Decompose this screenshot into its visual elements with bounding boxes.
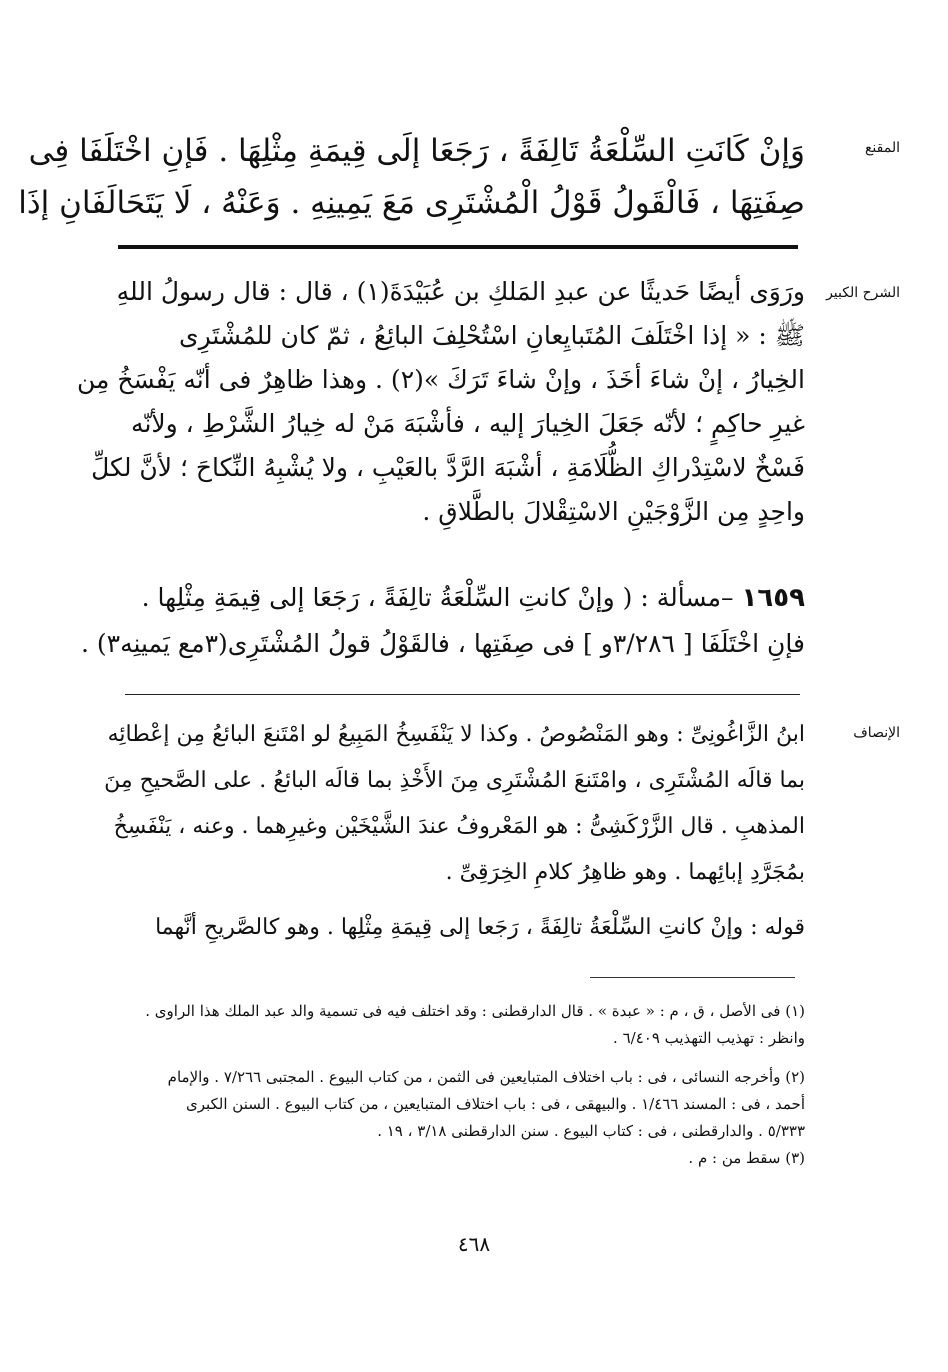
masala-line: فإنِ اخْتَلَفَا [ ٣/٢٨٦و ] فى صِفَتِها ، فالقَوْلُ قولُ المُشْتَرِى(٣مع يَمينِه٣) . [80,629,805,658]
masala-line: –مسألة : ( وإنْ كانتِ السِّلْعَةُ تالِفَةً ، رَجَعَا إلى قِيمَةِ مِثْلِها . [141,583,734,612]
footnote-line: (١) فى الأصل ، ق ، م : « عبدة » . قال الدارقطنى : وقد اختلف فيه فى تسمية والد عبد الملك هذا الراوى . [145,1002,805,1020]
footnote-line: وانظر : تهذيب التهذيب ٦/٤٠٩ . [613,1029,805,1047]
section-label-insaf: الإنصاف [853,725,900,741]
muqni-line: وَإنْ كَانَتِ السِّلْعَةُ تَالِفَةً ، رَجَعَا إلَى قِيمَةِ مِثْلِهَا . فَإنِ اخْتَلَفَا فِى [28,133,805,169]
sharh-line: غيرِ حاكِمٍ ؛ لأنّه جَعَلَ الخِيارَ إليه ، فأشْبَهَ مَنْ له خِيارُ الشَّرْطِ ، ولأنّه [131,409,805,438]
section-label-sharh: الشرح الكبير [826,285,900,301]
insaf-text [104,712,805,896]
footnote-line: (٢) وأخرجه النسائى ، فى : باب اختلاف المتبايعين فى الثمن ، من كتاب البيوع . المجتبى ٧/٢٦٦ . والإمام [167,1068,805,1086]
insaf-line: ابنُ الزَّاغُونِىِّ : وهو المَنْصُوصُ . وكذا لا يَنْفَسِخُ المَبِيعُ لو امْتَنعَ البائعُ مِن إعْطائِه [107,722,805,747]
sharh-line: واحِدٍ مِن الزَّوْجَيْنِ الاسْتِقْلالَ بالطَّلاقِ . [422,497,805,526]
muqni-text [18,125,805,229]
masala-number: ١٦٥٩ [741,583,805,613]
footnote-line: (٣) سقط من : م . [688,1149,805,1167]
footnotes [115,998,805,1172]
section-divider-thin [125,694,800,695]
footnote-line: أحمد ، فى : المسند ١/٤٦٦ . والبيهقى ، فى : باب اختلاف المتبايعين ، من كتاب البيوع . السنن الكبرى [185,1095,805,1113]
masala-block [80,575,805,667]
sharh-line: ﷺ : « إذا اخْتَلَفَ المُتَبايِعانِ اسْتُحْلِفَ البائِعُ ، ثمّ كان للمُشْتَرِى [179,321,805,350]
insaf-qawluhu-line: قوله : وإنْ كانتِ السِّلْعَةُ تالِفَةً ، رَجَعا إلى قِيمَةِ مِثْلِها . وهو كالصَّريحِ أنَّهما [155,915,805,940]
muqni-line: صِفَتِهَا ، فَالْقَولُ قَوْلُ الْمُشْتَرِى مَعَ يَمِينِهِ . وَعَنْهُ ، لَا يَتَحَالَفَانِ إذَا [18,185,805,221]
insaf-line: بما قالَه المُشْتَرِى ، وامْتَنعَ المُشْتَرِى مِنَ الأَخْذِ بما قالَه البائعُ . على الصَّحيحِ مِنَ [104,768,805,793]
section-divider-thick [118,245,798,249]
sharh-line: الخِيارُ ، إنْ شاءَ أخَذَ ، وإنْ شاءَ تَرَكَ »(٢) . وهذا ظاهِرٌ فى أنّه يَفْسَخُ مِن [76,365,805,394]
footnote-line: ٥/٣٣٣ . والدارقطنى ، فى : كتاب البيوع . سنن الدارقطنى ٣/١٨ ، ١٩ . [377,1122,805,1140]
page-number: ٤٦٨ [457,1232,491,1256]
section-label-muqni: المقنع [864,140,900,156]
sharh-line: فَسْخٌ لاسْتِدْراكِ الظُّلَامَةِ ، أشْبَهَ الرَّدَّ بالعَيْبِ ، ولا يُشْبِهُ النِّكاحَ ؛ لأنَّ لكلِّ [91,453,805,482]
insaf-line: المذهبِ . قال الزَّرْكَشِىُّ : هو المَعْروفُ عندَ الشَّيْخَيْن وغيرِهما . وعنه ، يَنْفَسِخُ [113,814,805,839]
insaf-line: بمُجَرَّدِ إبائِهما . وهو ظاهِرُ كلامِ الخِرَقِىِّ . [445,860,805,885]
sharh-text [76,270,805,534]
sharh-line: ورَوَى أيضًا حَديثًا عن عبدِ المَلكِ بن عُبَيْدَةَ(١) ، قال : قال رسولُ اللهِ [116,277,805,306]
footnote-separator [590,977,795,978]
